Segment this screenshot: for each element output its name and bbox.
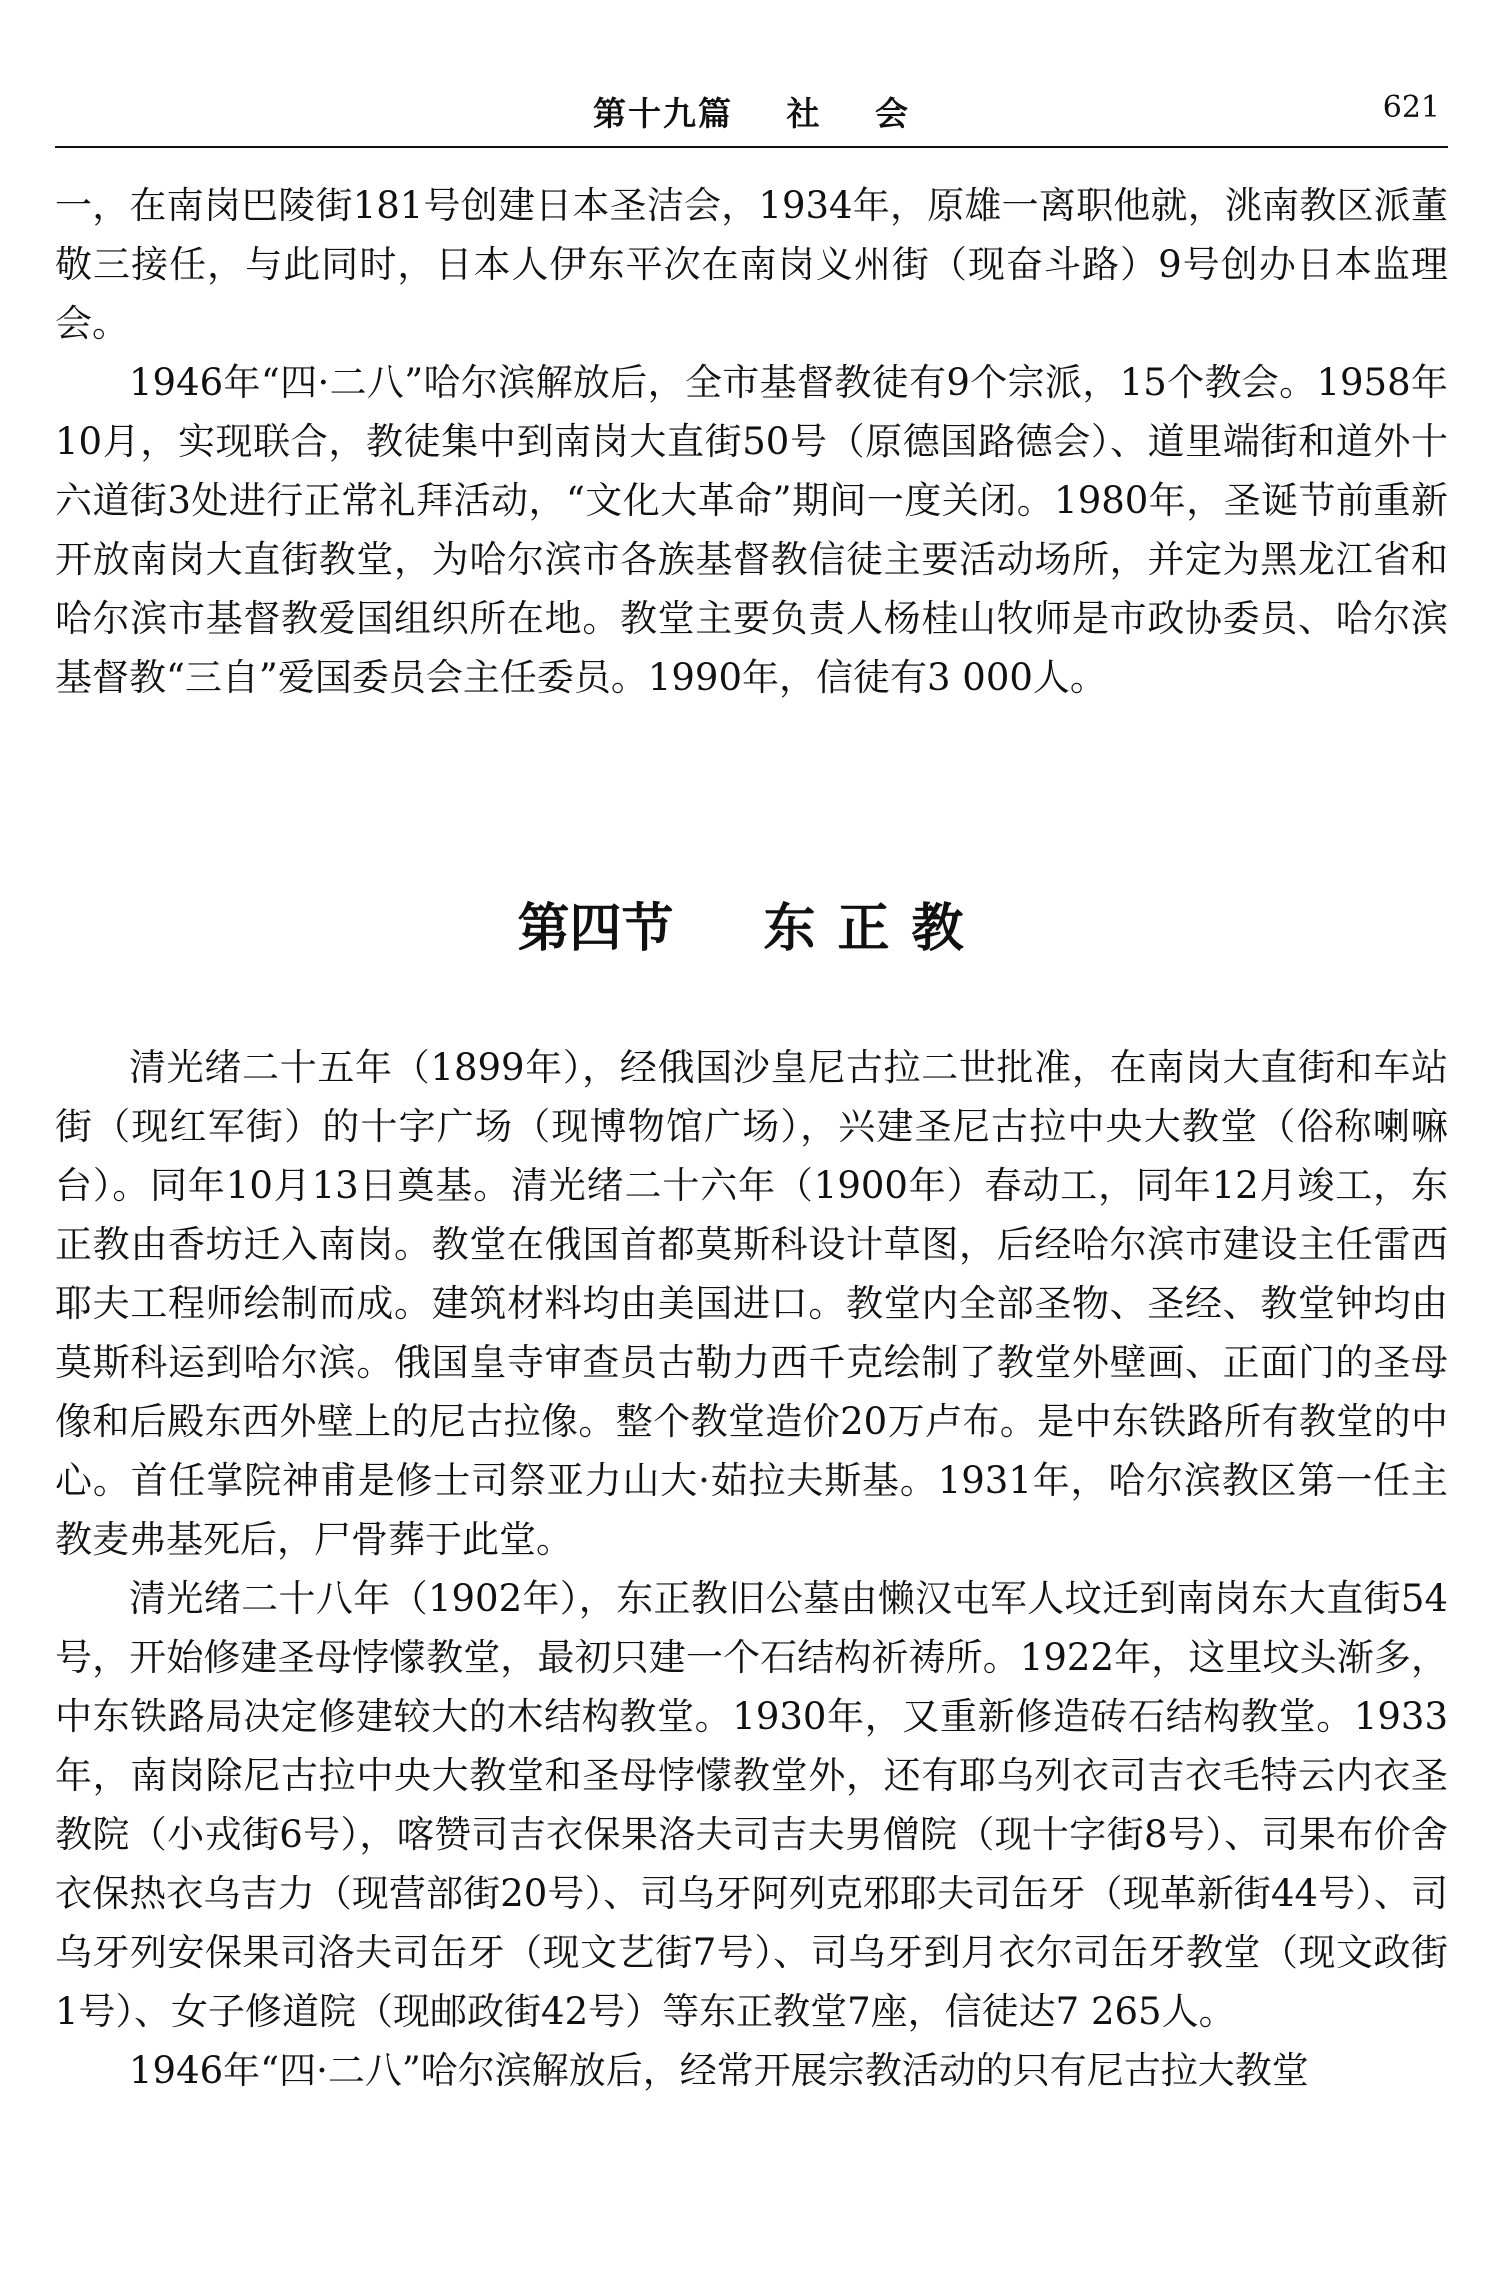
paragraph-protestant-after-1946: 1946年“四·二八”哈尔滨解放后，全市基督教徒有9个宗派，15个教会。1958年10月，实现联合，教徒集中到南岗大直街50号（原德国路德会）、道里端街和道外十六道街3处进行正常礼拜活动，“文化大革命”期间一度关闭。1980年，圣诞节前重新开放南岗大直街教堂，为哈尔滨市各族基督教信徒主要活动场所，并定为黑龙江省和哈尔滨市基督教爱国组织所在地。教堂主要负责人杨桂山牧师是市政协委员、哈尔滨基督教“三自”爱国委员会主任委员。1990年，信徒有3 000人。 <box>55 361 1448 699</box>
paragraph-continuation: 一，在南岗巴陵街181号创建日本圣洁会，1934年，原雄一离职他就，洮南教区派董敬三接任，与此同时，日本人伊东平次在南岗义州街（现奋斗路）9号创办日本监理会。 <box>55 184 1448 345</box>
text-block-orthodox <box>55 1038 1448 2100</box>
paragraph-after-liberation: 1946年“四·二八”哈尔滨解放后，经常开展宗教活动的只有尼古拉大教堂 <box>129 2049 1309 2092</box>
text-block-top <box>55 176 1448 707</box>
chapter-title: 第十九篇 社 会 <box>593 94 910 133</box>
paragraph-st-nicholas-cathedral: 清光绪二十五年（1899年），经俄国沙皇尼古拉二世批准，在南岗大直街和车站街（现红军街）的十字广场（现博物馆广场），兴建圣尼古拉中央大教堂（俗称喇嘛台）。同年10月13日奠基。清光绪二十六年（1900年）春动工，同年12月竣工，东正教由香坊迁入南岗。教堂在俄国首都莫斯科设计草图，后经哈尔滨市建设主任雷西耶夫工程师绘制而成。建筑材料均由美国进口。教堂内全部圣物、圣经、教堂钟均由莫斯科运到哈尔滨。俄国皇寺审查员古勒力西千克绘制了教堂外壁画、正面门的圣母像和后殿东西外壁上的尼古拉像。整个教堂造价20万卢布。是中东铁路所有教堂的中心。首任掌院神甫是修士司祭亚力山大·茹拉夫斯基。1931年，哈尔滨教区第一任主教麦弗基死后，尸骨葬于此堂。 <box>55 1046 1448 1561</box>
running-header <box>55 84 1448 148</box>
page-number: 621 <box>1382 90 1440 125</box>
section-heading <box>55 886 1448 966</box>
section-name: 东正教 <box>763 899 986 959</box>
section-number: 第四节 <box>517 899 674 959</box>
paragraph-cemetery-churches: 清光绪二十八年（1902年），东正教旧公墓由懒汉屯军人坟迁到南岗东大直街54号，开始修建圣母悖懞教堂，最初只建一个石结构祈祷所。1922年，这里坟头渐多，中东铁路局决定修建较大的木结构教堂。1930年，又重新修造砖石结构教堂。1933年，南岗除尼古拉中央大教堂和圣母悖懞教堂外，还有耶乌列衣司吉衣毛特云内衣圣教院（小戎街6号），喀赞司吉衣保果洛夫司吉夫男僧院（现十字街8号）、司果布价舍衣保热衣乌吉力（现营部街20号）、司乌牙阿列克邪耶夫司缶牙（现革新街44号）、司乌牙列安保果司洛夫司缶牙（现文艺街7号）、司乌牙到月衣尔司缶牙教堂（现文政街1号）、女子修道院（现邮政街42号）等东正教堂7座，信徒达7 265人。 <box>55 1577 1448 2033</box>
